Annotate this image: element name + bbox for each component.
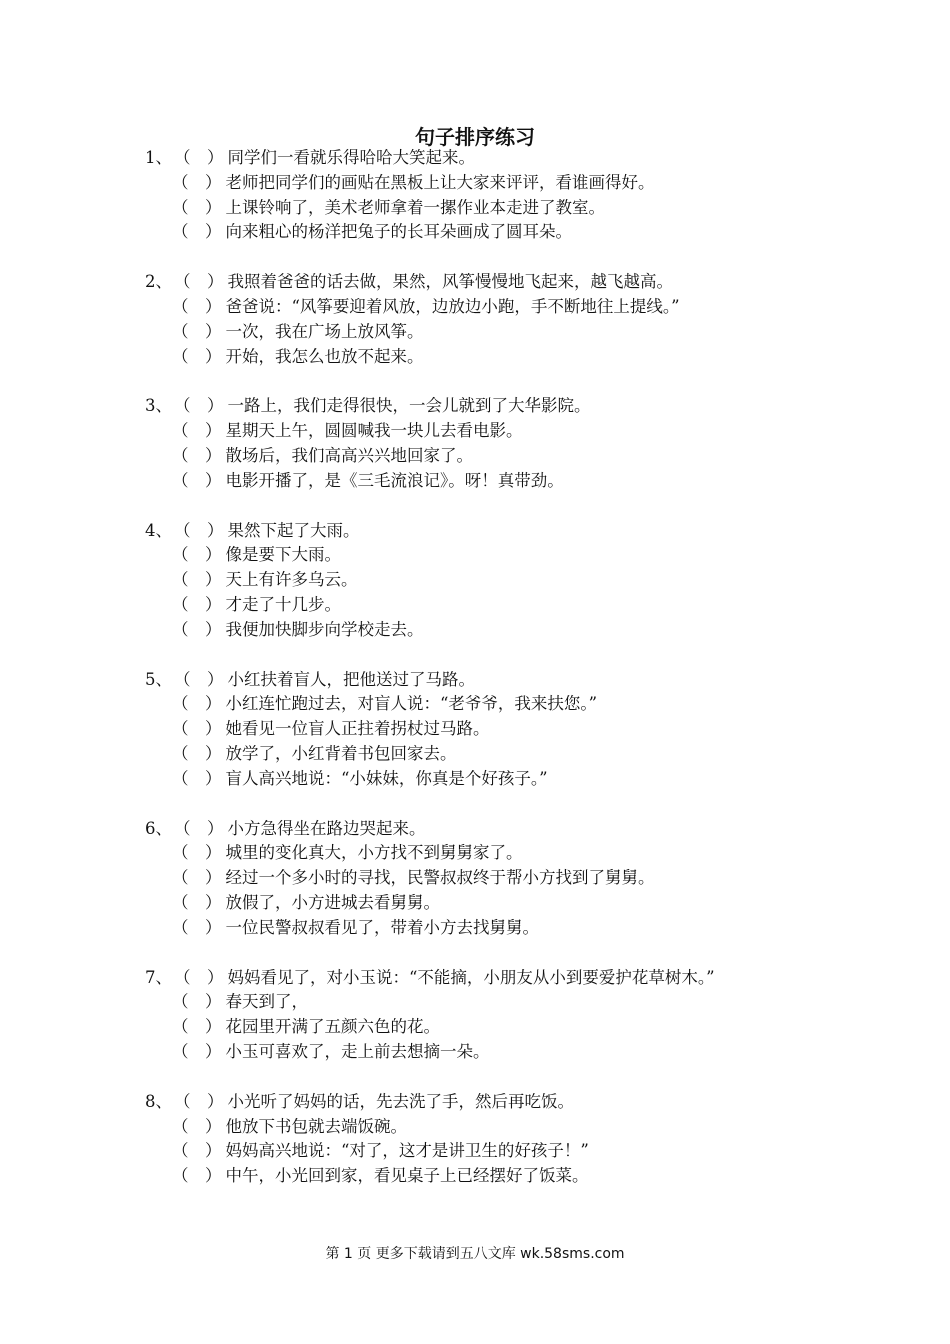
answer-blank: （ ）: [172, 296, 222, 316]
sentence-text: 果然下起了大雨。: [227, 520, 360, 540]
answer-blank: （ ）: [172, 421, 222, 441]
sentence-text: 放假了，小方进城去看舅舅。: [225, 892, 440, 912]
answer-blank: （ ）: [172, 892, 222, 912]
sentence-text: 星期天上午，圆圆喊我一块儿去看电影。: [225, 421, 523, 441]
sentence-text: 春天到了，: [225, 992, 308, 1012]
exercise-sentence: [145, 543, 815, 568]
exercise-number: 6、: [145, 818, 172, 838]
answer-blank: （ ）: [174, 148, 224, 167]
exercise-sentence: [145, 717, 815, 742]
answer-blank: （ ）: [172, 594, 222, 614]
exercise-item: [145, 966, 815, 1065]
answer-blank: （ ）: [172, 570, 222, 590]
answer-blank: （ ）: [172, 719, 222, 739]
sentence-text: 小红扶着盲人，把他送过了马路。: [227, 669, 475, 689]
exercise-item: [145, 146, 815, 245]
exercise-item: [145, 394, 815, 493]
answer-blank: （ ）: [172, 222, 222, 242]
answer-blank: （ ）: [174, 669, 224, 689]
exercise-first-line: [145, 817, 815, 842]
exercise-number: 5、: [145, 669, 172, 689]
answer-blank: （ ）: [172, 321, 222, 341]
exercise-sentence: [145, 419, 815, 444]
answer-blank: （ ）: [174, 967, 224, 987]
sentence-text: 她看见一位盲人正拄着拐杖过马路。: [225, 719, 490, 739]
exercise-sentence: [145, 618, 815, 643]
answer-blank: （ ）: [174, 396, 224, 416]
exercise-number: 3、: [145, 396, 172, 416]
sentence-text: 老师把同学们的画贴在黑板上让大家来评评，看谁画得好。: [225, 172, 655, 192]
exercise-sentence: [145, 742, 815, 767]
sentence-text: 中午，小光回到家，看见桌子上已经摆好了饭菜。: [225, 1166, 589, 1186]
exercise-sentence: [145, 990, 815, 1015]
answer-blank: （ ）: [172, 1116, 222, 1136]
sentence-text: 爸爸说：“风筝要迎着风放，边放边小跑，手不断地往上提线。”: [225, 296, 680, 316]
sentence-text: 花园里开满了五颜六色的花。: [225, 1017, 440, 1037]
exercise-first-line: [145, 668, 815, 693]
sentence-text: 电影开播了，是《三毛流浪记》。呀！真带劲。: [225, 470, 564, 490]
exercise-list: [145, 146, 815, 1214]
exercise-item: [145, 668, 815, 792]
answer-blank: （ ）: [172, 1141, 222, 1161]
sentence-text: 开始，我怎么也放不起来。: [225, 346, 424, 366]
answer-blank: （ ）: [172, 445, 222, 465]
exercise-sentence: [145, 345, 815, 370]
exercise-item: [145, 817, 815, 941]
sentence-text: 上课铃响了，美术老师拿着一摞作业本走进了教室。: [225, 197, 605, 217]
exercise-first-line: [145, 146, 815, 171]
exercise-number: 7、: [145, 967, 172, 987]
exercise-sentence: [145, 841, 815, 866]
exercise-sentence: [145, 1115, 815, 1140]
exercise-sentence: [145, 220, 815, 245]
answer-blank: （ ）: [172, 992, 222, 1012]
exercise-sentence: [145, 866, 815, 891]
exercise-sentence: [145, 767, 815, 792]
exercise-sentence: [145, 568, 815, 593]
exercise-number: 2、: [145, 272, 172, 292]
answer-blank: （ ）: [172, 917, 222, 937]
exercise-sentence: [145, 692, 815, 717]
exercise-first-line: [145, 1090, 815, 1115]
exercise-sentence: [145, 1040, 815, 1065]
sentence-text: 他放下书包就去端饭碗。: [225, 1116, 407, 1136]
answer-blank: （ ）: [174, 1091, 224, 1111]
answer-blank: （ ）: [172, 843, 222, 863]
exercise-sentence: [145, 593, 815, 618]
exercise-sentence: [145, 320, 815, 345]
sentence-text: 一路上，我们走得很快，一会儿就到了大华影院。: [227, 396, 591, 416]
sentence-text: 小玉可喜欢了，走上前去想摘一朵。: [225, 1041, 490, 1061]
sentence-text: 城里的变化真大，小方找不到舅舅家了。: [225, 843, 523, 863]
exercise-number: 4、: [145, 520, 172, 540]
exercise-sentence: [145, 295, 815, 320]
sentence-text: 我便加快脚步向学校走去。: [225, 619, 424, 639]
exercise-first-line: [145, 394, 815, 419]
exercise-first-line: [145, 966, 815, 991]
exercise-sentence: [145, 1139, 815, 1164]
answer-blank: （ ）: [172, 619, 222, 639]
answer-blank: （ ）: [172, 694, 222, 714]
answer-blank: （ ）: [172, 768, 222, 788]
sentence-text: 才走了十几步。: [225, 594, 341, 614]
answer-blank: （ ）: [172, 1041, 222, 1061]
page-footer: 第 1 页 更多下载请到五八文库 wk.58sms.com: [325, 1246, 625, 1262]
exercise-sentence: [145, 916, 815, 941]
answer-blank: （ ）: [172, 545, 222, 565]
exercise-sentence: [145, 1164, 815, 1189]
sentence-text: 天上有许多乌云。: [225, 570, 358, 590]
answer-blank: （ ）: [174, 520, 224, 540]
answer-blank: （ ）: [172, 470, 222, 490]
exercise-sentence: [145, 196, 815, 221]
sentence-text: 像是要下大雨。: [225, 545, 341, 565]
sentence-text: 小方急得坐在路边哭起来。: [227, 818, 426, 838]
answer-blank: （ ）: [172, 172, 222, 192]
exercise-sentence: [145, 891, 815, 916]
answer-blank: （ ）: [172, 1017, 222, 1037]
sentence-text: 经过一个多小时的寻找，民警叔叔终于帮小方找到了舅舅。: [225, 868, 655, 888]
answer-blank: （ ）: [174, 818, 224, 838]
sentence-text: 同学们一看就乐得哈哈大笑起来。: [227, 148, 475, 167]
answer-blank: （ ）: [172, 1166, 222, 1186]
answer-blank: （ ）: [172, 743, 222, 763]
sentence-text: 小光听了妈妈的话，先去洗了手，然后再吃饭。: [227, 1091, 574, 1111]
exercise-item: [145, 270, 815, 369]
sentence-text: 散场后，我们高高兴兴地回家了。: [225, 445, 473, 465]
sentence-text: 妈妈高兴地说：“对了，这才是讲卫生的好孩子！”: [225, 1141, 589, 1161]
sentence-text: 小红连忙跑过去，对盲人说：“老爷爷，我来扶您。”: [225, 694, 598, 714]
exercise-first-line: [145, 519, 815, 544]
exercise-number: 1、: [145, 148, 172, 167]
sentence-text: 我照着爸爸的话去做，果然，风筝慢慢地飞起来，越飞越高。: [227, 272, 673, 292]
exercise-first-line: [145, 270, 815, 295]
answer-blank: （ ）: [172, 868, 222, 888]
exercise-sentence: [145, 1015, 815, 1040]
sentence-text: 一位民警叔叔看见了，带着小方去找舅舅。: [225, 917, 539, 937]
sentence-text: 向来粗心的杨洋把兔子的长耳朵画成了圆耳朵。: [225, 222, 572, 242]
sentence-text: 盲人高兴地说：“小妹妹，你真是个好孩子。”: [225, 768, 548, 788]
sentence-text: 妈妈看见了，对小玉说：“不能摘，小朋友从小到要爱护花草树木。”: [227, 967, 715, 987]
answer-blank: （ ）: [172, 197, 222, 217]
exercise-item: [145, 1090, 815, 1189]
exercise-sentence: [145, 469, 815, 494]
page-title: 句子排序练习: [415, 125, 535, 149]
exercise-sentence: [145, 444, 815, 469]
answer-blank: （ ）: [174, 272, 224, 292]
exercise-item: [145, 519, 815, 643]
sentence-text: 放学了，小红背着书包回家去。: [225, 743, 457, 763]
sentence-text: 一次，我在广场上放风筝。: [225, 321, 424, 341]
answer-blank: （ ）: [172, 346, 222, 366]
exercise-sentence: [145, 171, 815, 196]
exercise-number: 8、: [145, 1091, 172, 1111]
